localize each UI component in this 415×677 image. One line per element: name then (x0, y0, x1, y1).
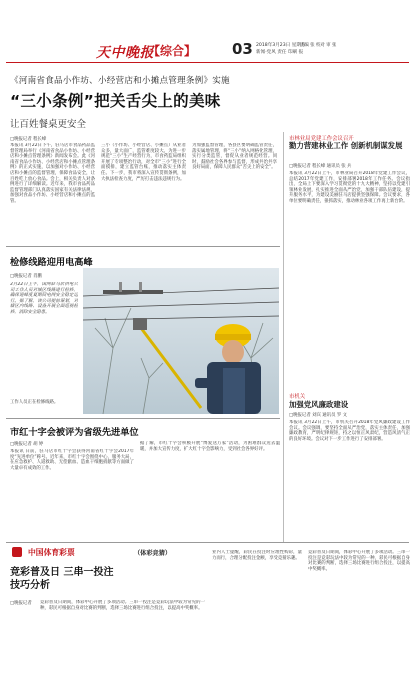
section-rule (6, 246, 280, 247)
sidebar1-byline: □晚报记者 程长峰 通讯员 张 兵 (289, 164, 352, 169)
lottery-title: 竞彩普及日 三串一投注技巧分析 (10, 567, 114, 591)
lottery-brand: 中国体育彩票 (28, 548, 75, 557)
section-rule (6, 418, 280, 419)
lead-subhead: 让百姓餐桌更安全 (10, 119, 87, 130)
sidebar2-byline: □晚报记者 刘宾 通讯员 罗 文 (289, 413, 348, 418)
lottery-logo-icon (12, 547, 22, 557)
editor-line: 责编 张 校对 审 张 (300, 43, 337, 48)
redcross-title: 市红十字会被评为省级先进单位 (10, 427, 139, 438)
lead-column-3: 为加强监督管理，各县区要明确监管责任，落实属地管理，将“三小”纳入网格化管理，实行分类监管，督促从业者规范经营。同时，鼓励社会各界参与监督，形成共治共享良好局面，保障人民群众“舌尖上的安全”。 (192, 143, 277, 171)
lottery-banner (6, 546, 206, 558)
sidebar1-title: 勠力营建林业工作 创新机制谋发展 (289, 141, 403, 150)
lottery-body: 竞彩普及日期间，体彩中心开展了多项活动。三串一投注是竞彩玩法中较为常见的一种，彩民可根据自身对比赛的判断，选择三场比赛进行组合投注，以提高中奖概率。 (40, 600, 205, 611)
power-photo (83, 268, 279, 414)
power-body: 3月22日上午，国网驻马店供电公司工作人员对城区线路进行检修，确保迎峰度夏期间电网安全稳定运行。据了解，该公司提前谋划，对辖区内线路、设备开展全面巡视检修，消除安全隐患。 (10, 282, 78, 315)
section-rule (6, 542, 409, 543)
redcross-byline: □晚报记者 胡 婷 (10, 442, 44, 447)
power-caption: 工作人员正在检修线路。 (10, 400, 59, 405)
lottery-column: （体彩竞猜） (134, 550, 172, 557)
power-byline: □晚报记者 肖鹏 (10, 274, 42, 279)
redcross-body-1: 本报讯 日前，驻马店市红十字会获得河南省红十字会2017年度“先进单位”称号。近年来，市红十字会围绕中心，服务大局，在应急救护、人道救助、无偿献血、造血干细胞捐献等方面做了大量卓有成效的工作。 (10, 449, 134, 471)
power-title: 检修线路迎用电高峰 (10, 257, 93, 268)
sidebar2-body: 本报讯 3月22日上午，市机关召开2018年党风廉政建设工作会议。会议强调，要坚持全面从严治党，落实主体责任，加强廉政教育，严明纪律规矩，持之以恒正风肃纪，营造风清气正的良好环境。会议对下一步工作进行了安排部署。 (289, 420, 410, 442)
column-divider (283, 132, 284, 542)
lead-column-2: 三小（小作坊、小经营店、小摊点）从业者众多，量大面广，监管难度较大。为进一步规范“三小”生产经营行为，市食药监局组织开展了专项整治行动，对全市“三小”进行全面摸排，建立监管台账，推动落实主体责任。下一步，我市将深入宣传贯彻条例，加大执法检查力度，严厉打击违法违规行为。 (101, 143, 186, 182)
page-number: 03 (232, 40, 253, 58)
masthead-rule (6, 62, 409, 63)
section-label: 【综合】 (148, 44, 197, 58)
sidebar2-kicker: 市机关 (289, 394, 306, 400)
redcross-body-2: 据了解，市红十字会积极开展“博爱送万家”活动，为困难群众送去温暖，并加大宣传力度，扩大红十字会影响力，受到社会各界好评。 (140, 441, 280, 452)
date-line: 2018年3月23日 星期五 (256, 43, 306, 48)
date-line-2: 新闻·党风 责任 印刷 报 (256, 50, 304, 55)
newspaper-logo: 天中晚报 (96, 45, 154, 61)
lead-byline: □晚报记者 程长峰 (10, 137, 47, 142)
lead-column-1: 本报讯 3月22日下午，驻马店市食品药品监督管理局举行《河南省食品小作坊、小经营店和小摊点管理条例》新闻发布会。此《河南省食品小作坊、小经营店和小摊点管理条例》的正式实施，以加强对小作坊、小经营店和小摊点的监督管理，保障食品安全，让百姓吃上放心食品。会上，相关负责人对条例进行了详细解读。近年来，我市食品药品监督管理部门认真落实国家有关法律法规，加强对食品小作坊、小经营店和小摊点的监管。 (10, 143, 95, 204)
sidebar1-kicker: 市林业局党建工作会议召开 (289, 136, 354, 142)
sidebar1-body: 本报讯 3月22日上午，市林业局召开2018年党建工作会议，总结2017年党建工作，安排部署2018年工作任务。会议指出，全局上下要深入学习贯彻党的十九大精神，坚持以党建引领林业发展，扎实推进全面从严治党，加强干部队伍建设，提升服务水平，为建设美丽驻马店提供坚强保障。会议要求，各单位要明确责任，狠抓落实，推动林业各项工作再上新台阶。 (289, 171, 410, 204)
lead-kicker: 《河南省食品小作坊、小经营店和小摊点管理条例》实施 (10, 76, 230, 86)
lead-headline: “三小条例”把关舌尖上的美味 (10, 92, 221, 110)
sidebar2-title: 加强党风廉政建设 (289, 400, 349, 409)
lottery-body-2: 业内人士提醒，彩民在投注时应理性购彩，量力而行，合理分配投注金额，享受竞猜乐趣。 (212, 550, 302, 561)
lineman-photo-graphic (83, 268, 279, 414)
lottery-body-3: 竞彩普及日期间，体彩中心开展了多项活动。三串一投注是竞彩玩法中较为常见的一种，彩民可根据自身对比赛的判断，选择三场比赛进行组合投注，以提高中奖概率。 (308, 550, 410, 572)
lottery-byline: □晚报记者 (10, 601, 32, 606)
